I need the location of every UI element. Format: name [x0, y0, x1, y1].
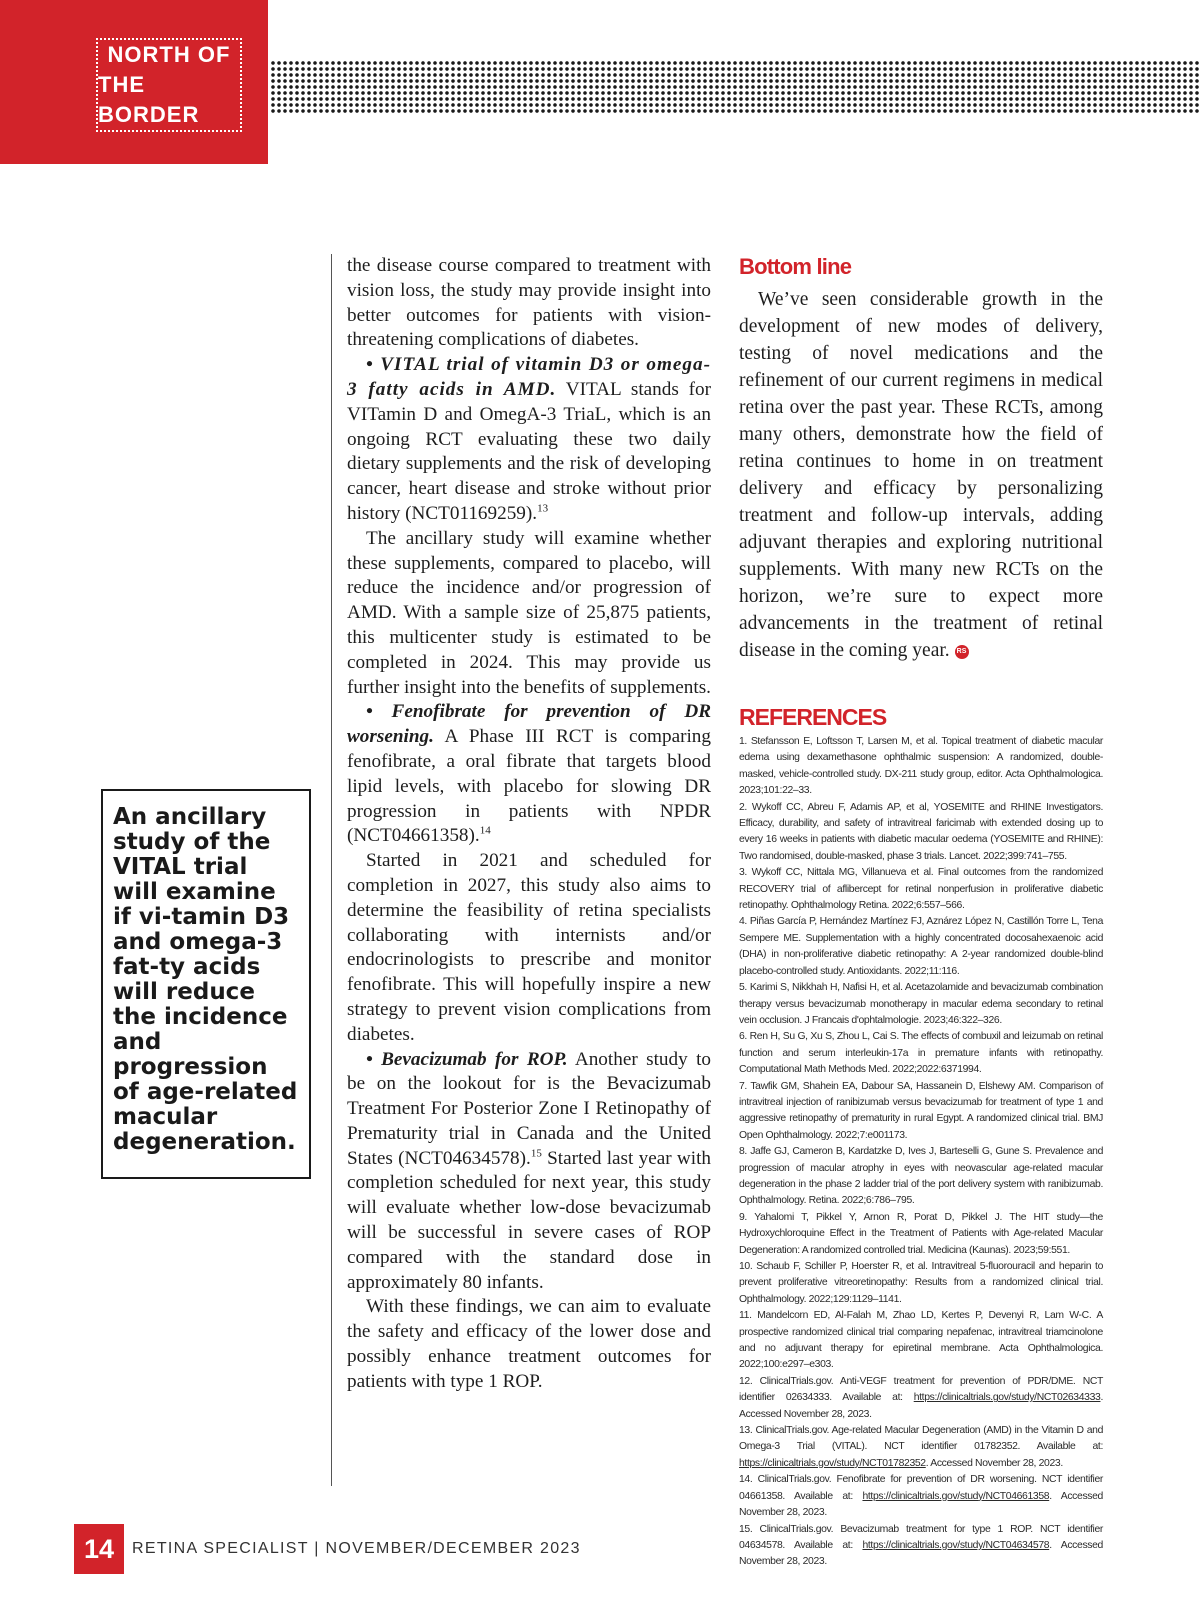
- body-paragraph: the disease course compared to treatment with vision loss, the study may provide insight into better outcomes for patients with vision-threatening complications of diabetes.: [347, 255, 711, 351]
- reference-item: [739, 800, 1103, 866]
- section-tag-line-1: NORTH OF: [107, 42, 231, 67]
- reference-accessed: . Accessed November 28, 2023.: [739, 1539, 1103, 1568]
- ref-superscript: 15: [530, 1147, 542, 1160]
- bevacizumab-text: Another study to be on the lookout for is the Bevacizumab Treatment For Posterior Zone I Retinopathy of Prematurity trial in Canada and the United States (NCT04634578).: [347, 1048, 711, 1169]
- reference-accessed: . Accessed November 28, 2023.: [739, 1490, 1103, 1519]
- reference-text: 1. Stefansson E, Loftsson T, Larsen M, et al. Topical treatment of diabetic macular edema using dexamethasone ophthalmic suspension: A randomized, double-masked, vehicle-controlled study. DX-211 study group, editor. Acta Ophthalmologica. 2023;101:22–33.: [739, 736, 1103, 797]
- section-tag: [0, 0, 268, 164]
- reference-item: [739, 1144, 1103, 1210]
- body-paragraph-vital: [347, 353, 711, 527]
- body-paragraph: The ancillary study will examine whether these supplements, compared to placebo, will reduce the incidence and/or progression of AMD. With a sample size of 25,875 patients, this multicenter study is estimated to be completed in 2024. This may provide us further insight into the benefits of supplements.: [347, 527, 711, 698]
- bottom-line-paragraph: [739, 286, 1103, 664]
- reference-text: 10. Schaub F, Schiller P, Hoerster R, et al. Intravitreal 5-fluorouracil and heparin to prevent proliferative vitreoretinopathy: Results from a randomized clinical trial. Ophthalmology. 2022;129:1129–1141.: [739, 1261, 1103, 1305]
- body-paragraph: With these findings, we can aim to evaluate the safety and efficacy of the lower dose and possibly enhance treatment outcomes for patients with type 1 ROP.: [347, 1296, 711, 1392]
- reference-link[interactable]: https://clinicaltrials.gov/study/NCT04634578: [862, 1539, 1050, 1551]
- reference-text: 12. ClinicalTrials.gov. Anti-VEGF treatment for prevention of PDR/DME. NCT identifier 02634333. Available at:: [739, 1375, 1103, 1404]
- reference-link[interactable]: https://clinicaltrials.gov/study/NCT01782352: [739, 1457, 926, 1469]
- reference-text: 3. Wykoff CC, Nittala MG, Villanueva et al. Final outcomes from the randomized RECOVERY trial of aflibercept for retinal nonperfusion in proliferative diabetic retinopathy. Ophthalmology Retina. 2022;6:557–566.: [739, 867, 1103, 912]
- reference-text: 5. Karimi S, Nikkhah H, Nafisi H, et al. Acetazolamide and bevacizumab combination therapy versus bevacizumab monotherapy in macular edema secondary to retinal vein occlusion. J Francais d'ophtalmologie. 2023;46:322–326.: [739, 982, 1103, 1026]
- section-tag-frame: [96, 38, 242, 132]
- reference-accessed: . Accessed November 28, 2023.: [739, 1392, 1103, 1420]
- article-column-middle: [347, 254, 711, 1395]
- bevacizumab-text-2: Started last year with completion scheduled for next year, this study will evaluate whether low-dose bevacizumab will be successful in severe cases of ROP compared with the standard dose in approximately 80 infants.: [347, 1147, 711, 1293]
- ref-superscript: 13: [537, 502, 549, 515]
- column-rule: [331, 254, 332, 1486]
- pull-quote: An ancillary study of the VITAL trial will examine if vi-tamin D3 and omega-3 fat-ty acids will reduce the incidence and progression of age-related macular degeneration.: [101, 789, 311, 1179]
- reference-text: 14. ClinicalTrials.gov. Fenofibrate for prevention of DR worsening. NCT identifier 04661358. Available at:: [739, 1474, 1103, 1502]
- reference-item: [739, 914, 1103, 980]
- reference-item: [739, 1259, 1103, 1308]
- reference-item: [739, 1374, 1103, 1423]
- publication-footer: RETINA SPECIALIST | NOVEMBER/DECEMBER 2023: [132, 1540, 581, 1557]
- reference-item: [739, 1423, 1103, 1472]
- body-paragraph-bevacizumab: [347, 1048, 711, 1296]
- reference-item: [739, 1472, 1103, 1521]
- body-paragraph-fenofibrate: [347, 700, 711, 849]
- fenofibrate-subhead: • Fenofibrate for prevention of DR worsening.: [347, 701, 711, 748]
- references-list: [739, 734, 1103, 1571]
- reference-text: 11. Mandelcorn ED, Al-Falah M, Zhao LD, Kertes P, Devenyi R, Lam W-C. A prospective randomized clinical trial comparing nepafenac, intravitreal triamcinolone and no adjuvant therapy for epiretinal membrane. Acta Ophthalmologica. 2022;100:e297–e303.: [739, 1310, 1103, 1371]
- reference-accessed: . Accessed November 28, 2023.: [925, 1457, 1063, 1469]
- reference-item: [739, 734, 1103, 800]
- reference-text: 6. Ren H, Su G, Xu S, Zhou L, Cai S. The effects of combuxil and leizumab on retinal function and serum interleukin-17a in premature infants with retinopathy. Computational Math Methods Med. 2022;2022:6371994.: [739, 1031, 1103, 1076]
- reference-text: 7. Tawfik GM, Shahein EA, Dabour SA, Hassanein D, Elshewy AM. Comparison of intravitreal injection of ranibizumab versus bevacizumab for treatment of type 1 and aggressive retinopathy of prematurity in rural Egypt. A randomized clinical trial. BMJ Open Ophthalmology. 2022;7:e001173.: [739, 1080, 1103, 1141]
- reference-item: [739, 1079, 1103, 1145]
- article-column-right: [739, 254, 1103, 1571]
- vital-subhead: • VITAL trial of vitamin D3 or omega-3 fatty acids in AMD.: [347, 354, 711, 400]
- reference-link[interactable]: https://clinicaltrials.gov/study/NCT02634333: [913, 1392, 1101, 1404]
- bevacizumab-subhead: • Bevacizumab for ROP.: [366, 1048, 568, 1070]
- reference-item: [739, 980, 1103, 1029]
- dotted-header-band: [270, 60, 1200, 114]
- reference-text: 15. ClinicalTrials.gov. Bevacizumab treatment for type 1 ROP. NCT identifier 04634578. Available at:: [739, 1523, 1103, 1551]
- reference-text: 4. Piñas García P, Hernández Martínez FJ, Aznárez López N, Castillón Torre L, Tena Sempere ME. Supplementation with a highly concentrated docosahexaenoic acid (DHA) in non-proliferative diabetic retinopathy: A 2-year randomized double-blind placebo-controlled study. Antioxidants. 2022;11:116.: [739, 916, 1103, 977]
- body-paragraph: Started in 2021 and scheduled for completion in 2027, this study also aims to determine the feasibility of retina specialists collaborating with internists and/or endocrinologists to prescribe and monitor fenofibrate. This will hopefully inspire a new strategy to prevent vision complications from diabetes.: [347, 850, 711, 1045]
- reference-text: 13. ClinicalTrials.gov. Age-related Macular Degeneration (AMD) in the Vitamin D and Omega-3 Trial (VITAL). NCT identifier 01782352. Available at:: [739, 1425, 1103, 1453]
- section-tag-line-2: THE BORDER: [98, 72, 200, 127]
- reference-item: [739, 865, 1103, 914]
- reference-text: 9. Yahalomi T, Pikkel Y, Arnon R, Porat D, Pikkel J. The HIT study—the Hydroxychloroquine Effect in the Treatment of Patients with Age-related Macular Degeneration: A randomized controlled trial. Medicina (Kaunas). 2023;59:551.: [739, 1211, 1103, 1256]
- bottom-line-text: We’ve seen considerable growth in the development of new modes of delivery, testing of novel medications and the refinement of our current regimens in medical retina over the past year. These RCTs, among many others, demonstrate how the field of retina continues to home in on treatment delivery and efficacy by personalizing treatment and follow-up intervals, adding adjuvant therapies and exploring nutritional supplements. With many new RCTs on the horizon, we’re sure to expect more advancements in the treatment of retinal disease in the coming year.: [739, 289, 1103, 661]
- ref-superscript: 14: [479, 824, 491, 837]
- vital-text: VITAL stands for VITamin D and OmegA-3 TriaL, which is an ongoing RCT evaluating these two daily dietary supplements and the risk of developing cancer, heart disease and stroke without prior history (NCT01169259).: [347, 378, 712, 524]
- reference-item: [739, 1522, 1103, 1571]
- references-heading: REFERENCES: [739, 704, 887, 730]
- reference-text: 8. Jaffe GJ, Cameron B, Kardatzke D, Ives J, Barteselli G, Gune S. Prevalence and progression of macular atrophy in eyes with neovascular age-related macular degeneration in the phase 2 ladder trial of the port delivery system with ranibizumab. Ophthalmology. Retina. 2022;6:786–795.: [739, 1146, 1103, 1207]
- page-number: 14: [74, 1524, 124, 1574]
- reference-item: [739, 1029, 1103, 1078]
- fenofibrate-text: A Phase III RCT is comparing fenofibrate, a oral fibrate that targets blood lipid levels, with placebo for slowing DR progression in patients with NPDR (NCT04661358).: [347, 726, 711, 847]
- bottom-line-heading: Bottom line: [739, 254, 852, 279]
- end-mark-icon: RS: [955, 645, 969, 659]
- reference-item: [739, 1210, 1103, 1259]
- reference-item: [739, 1308, 1103, 1374]
- reference-link[interactable]: https://clinicaltrials.gov/study/NCT04661358: [862, 1490, 1050, 1502]
- reference-text: 2. Wykoff CC, Abreu F, Adamis AP, et al, YOSEMITE and RHINE Investigators. Efficacy, durability, and safety of intravitreal faricimab with extended dosing up to every 16 weeks in patients with diabetic macular oedema (YOSEMITE and RHINE): Two randomised, double-masked, phase 3 trials. Lancet. 2022;399:741–755.: [739, 801, 1103, 862]
